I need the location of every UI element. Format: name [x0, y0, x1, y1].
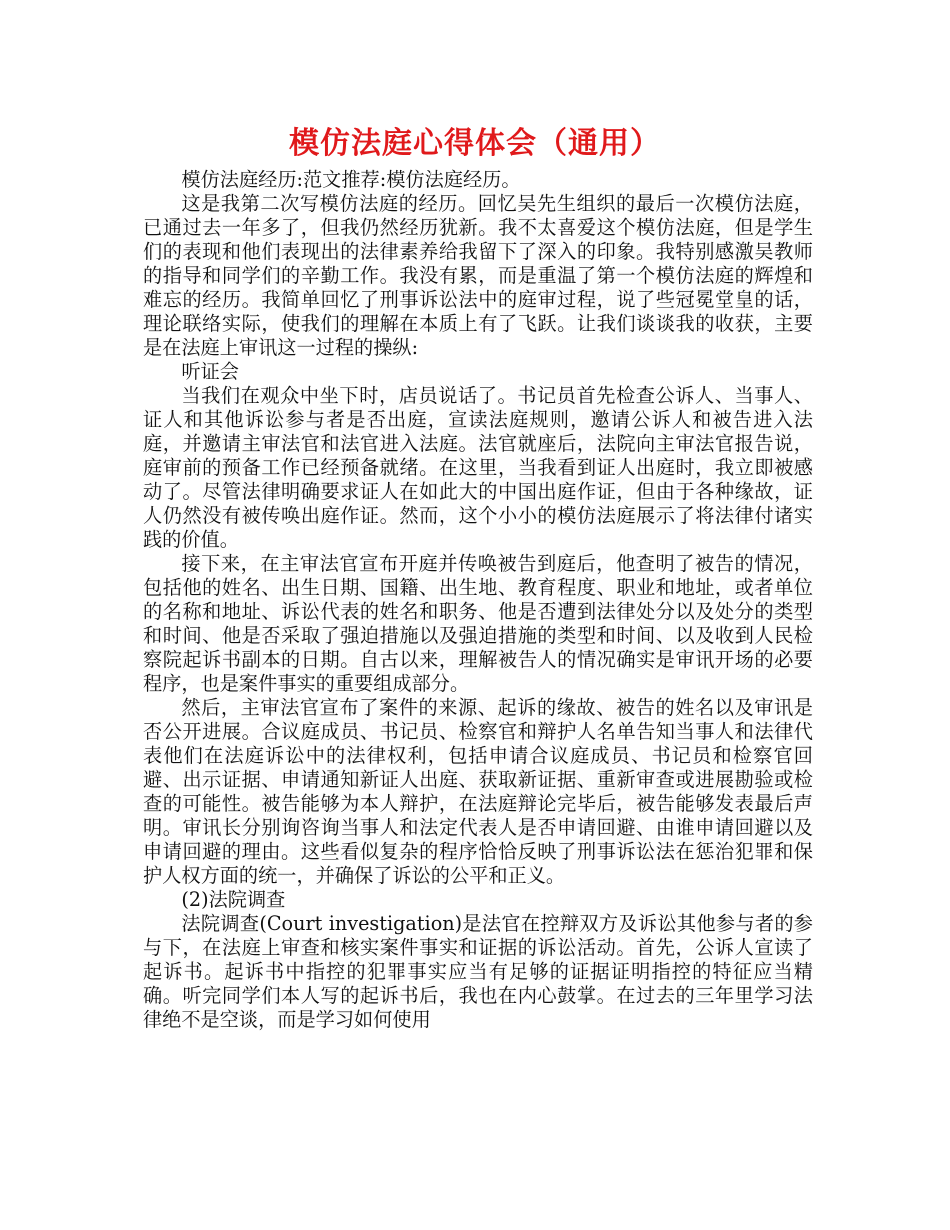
section-heading-hearing: 听证会: [181, 360, 239, 383]
paragraph-procedure: 然后，主审法官宣布了案件的来源、起诉的缘故、被告的姓名以及审讯是否公开进展。合议庭成员、书记员、检察官和辩护人名单告知当事人和法律代表他们在法庭诉讼中的法律权利，包括申请合议庭成员、书记员和检察官回避、出示证据、申请通知新证人出庭、获取新证据、重新审查或进展勘验或检查的可能性。被告能够为本人辩护，在法庭辩论完毕后，被告能够发表最后声明。审讯长分别询咨询当事人和法定代表人是否申请回避、由谁申请回避以及申请回避的理由。这些看似复杂的程序恰恰反映了刑事诉讼法在惩治犯罪和保护人权方面的统一，并确保了诉讼的公平和正义。: [143, 696, 813, 887]
paragraph-intro: 模仿法庭经历:范文推荐:模仿法庭经历。: [181, 168, 521, 191]
paragraph-investigation: 法院调查(Court investigation)是法官在控辩双方及诉讼其他参与者的参与下，在法庭上审查和核实案件事实和证据的诉讼活动。首先，公诉人宣读了起诉书。起诉书中指控的犯罪事实应当有足够的证据证明指控的特征应当精确。听完同学们本人写的起诉书后，我也在内心鼓掌。在过去的三年里学习法律绝不是空谈，而是学习如何使用: [143, 912, 813, 1031]
document-title: 模仿法庭心得体会（通用）: [289, 126, 661, 161]
paragraph-hearing: 当我们在观众中坐下时，店员说话了。书记员首先检查公诉人、当事人、证人和其他诉讼参与者是否出庭，宣读法庭规则，邀请公诉人和被告进入法庭，并邀请主审法官和法官进入法庭。法官就座后，法院向主审法官报告说，庭审前的预备工作已经预备就绪。在这里，当我看到证人出庭时，我立即被感动了。尽管法律明确要求证人在如此大的中国出庭作证，但由于各种缘故，证人仍然没有被传唤出庭作证。然而，这个小小的模仿法庭展示了将法律付诸实践的价值。: [143, 384, 813, 551]
paragraph-experience: 这是我第二次写模仿法庭的经历。回忆吴先生组织的最后一次模仿法庭，已通过去一年多了，但我仍然经历犹新。我不太喜爱这个模仿法庭，但是学生们的表现和他们表现出的法律素养给我留下了深入的印象。我特别感激吴教师的指导和同学们的辛勤工作。我没有累，而是重温了第一个模仿法庭的辉煌和难忘的经历。我简单回忆了刑事诉讼法中的庭审过程，说了些冠冕堂皇的话，理论联络实际，使我们的理解在本质上有了飞跃。让我们谈谈我的收获，主要是在法庭上审讯这一过程的操纵:: [143, 192, 813, 359]
document-body: [143, 168, 813, 1032]
paragraph-defendant-info: 接下来，在主审法官宣布开庭并传唤被告到庭后，他查明了被告的情况，包括他的姓名、出生日期、国籍、出生地、教育程度、职业和地址，或者单位的名称和地址、诉讼代表的姓名和职务、他是否遭到法律处分以及处分的类型和时间、他是否采取了强迫措施以及强迫措施的类型和时间、以及收到人民检察院起诉书副本的日期。自古以来，理解被告人的情况确实是审讯开场的必要程序，也是案件事实的重要组成部分。: [143, 552, 813, 695]
section-heading-investigation: (2)法院调查: [181, 888, 286, 911]
